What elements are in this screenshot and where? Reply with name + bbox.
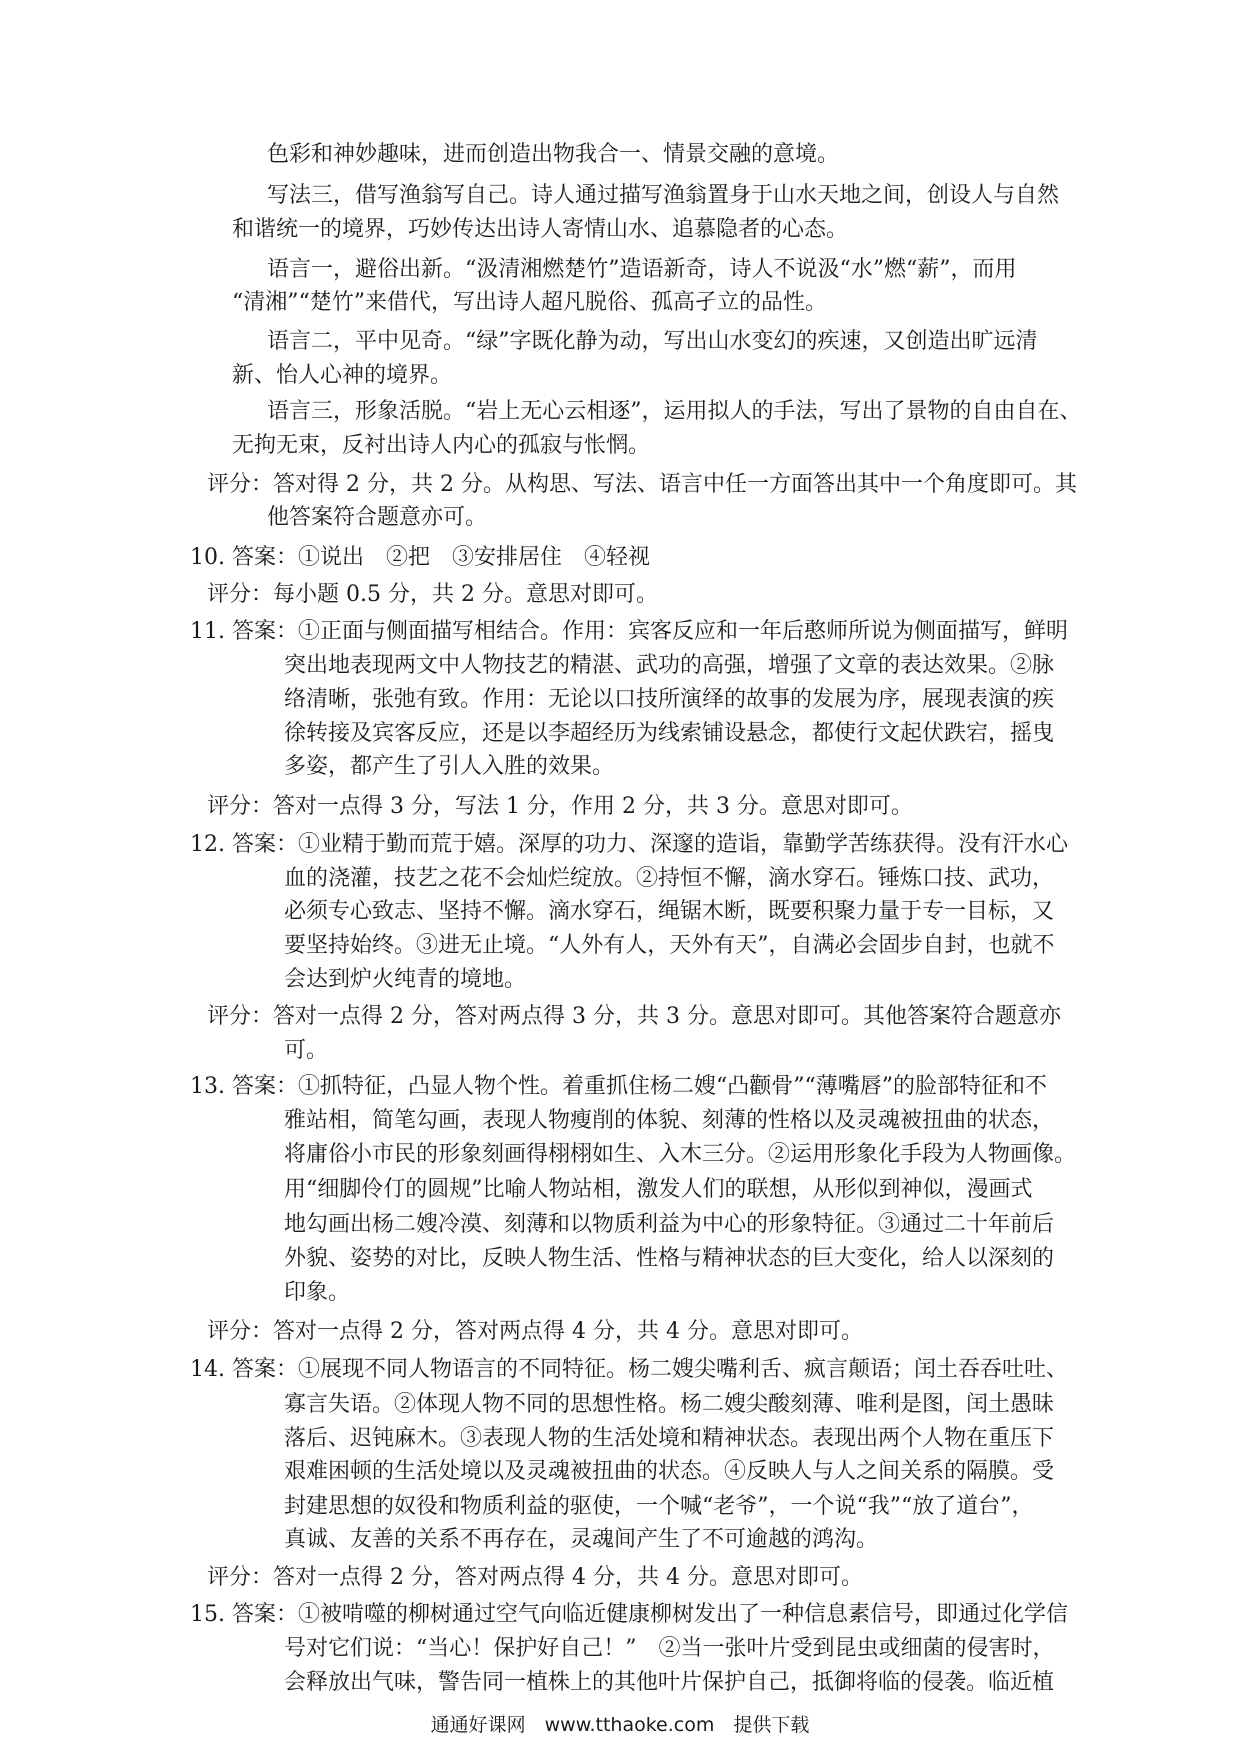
answer-11: 11. 答案：①正面与侧面描写相结合。作用：宾客反应和一年后憨师所说为侧面描写，鲜明 xyxy=(190,619,1068,644)
text-line: 语言三，形象活脱。“岩上无心云相逐”，运用拟人的手法，写出了景物的自由自在、 xyxy=(267,399,1082,424)
text-line: 会释放出气味，警告同一植株上的其他叶片保护自己，抵御将临的侵袭。临近植 xyxy=(284,1670,1055,1695)
grading-note: 评分：答对一点得 2 分，答对两点得 4 分，共 4 分。意思对即可。 xyxy=(207,1319,863,1344)
text-line: 色彩和神妙趣味，进而创造出物我合一、情景交融的意境。 xyxy=(267,142,840,167)
text-line: 必须专心致志、坚持不懈。滴水穿石，绳锯木断，既要积聚力量于专一目标，又 xyxy=(284,899,1055,924)
text-line: 语言二，平中见奇。“绿”字既化静为动，写出山水变幻的疾速，又创造出旷远清 xyxy=(267,329,1038,354)
page-footer: 通通好课网 www.tthaoke.com 提供下载 xyxy=(430,1714,810,1736)
grading-note: 评分：答对一点得 2 分，答对两点得 3 分，共 3 分。意思对即可。其他答案符合题意亦 xyxy=(207,1004,1061,1029)
text-line: 封建思想的奴役和物质利益的驱使，一个喊“老爷”，一个说“我”“放了道台”， xyxy=(284,1494,1034,1519)
text-line: 多姿，都产生了引人入胜的效果。 xyxy=(284,754,615,779)
grading-note: 评分：答对一点得 2 分，答对两点得 4 分，共 4 分。意思对即可。 xyxy=(207,1565,863,1590)
text-line: 可。 xyxy=(284,1038,329,1063)
text-line: 无拘无束，反衬出诗人内心的孤寂与怅惘。 xyxy=(232,433,651,458)
text-line: 他答案符合题意亦可。 xyxy=(267,505,488,530)
grading-note: 评分：答对一点得 3 分，写法 1 分，作用 2 分，共 3 分。意思对即可。 xyxy=(207,794,913,819)
text-line: 雅站相，简笔勾画，表现人物瘦削的体貌、刻薄的性格以及灵魂被扭曲的状态， xyxy=(284,1108,1055,1133)
answer-13: 13. 答案：①抓特征，凸显人物个性。着重抓住杨二嫂“凸颧骨”“薄嘴唇”的脸部特征和不 xyxy=(190,1074,1047,1099)
text-line: 会达到炉火纯青的境地。 xyxy=(284,967,527,992)
text-line: 印象。 xyxy=(284,1280,351,1305)
answer-14: 14. 答案：①展现不同人物语言的不同特征。杨二嫂尖嘴利舌、疯言颠语；闰土吞吞吐吐、 xyxy=(190,1357,1068,1382)
text-line: 艰难困顿的生活处境以及灵魂被扭曲的状态。④反映人与人之间关系的隔膜。受 xyxy=(284,1459,1055,1484)
text-line: 要坚持始终。③进无止境。“人外有人，天外有天”，自满必会固步自封，也就不 xyxy=(284,933,1055,958)
text-line: 落后、迟钝麻木。③表现人物的生活处境和精神状态。表现出两个人物在重压下 xyxy=(284,1426,1055,1451)
answer-15: 15. 答案：①被啃噬的柳树通过空气向临近健康柳树发出了一种信息素信号，即通过化学信 xyxy=(190,1602,1068,1627)
text-line: 突出地表现两文中人物技艺的精湛、武功的高强，增强了文章的表达效果。②脉 xyxy=(284,653,1055,678)
text-line: “清湘”“楚竹”来借代，写出诗人超凡脱俗、孤高孑立的品性。 xyxy=(232,290,827,315)
text-line: 语言一，避俗出新。“汲清湘燃楚竹”造语新奇，诗人不说汲“水”燃“薪”，而用 xyxy=(267,257,1017,282)
text-line: 血的浇灌，技艺之花不会灿烂绽放。②持恒不懈，滴水穿石。锤炼口技、武功， xyxy=(284,866,1055,891)
text-line: 用“细脚伶仃的圆规”比喻人物站相，激发人们的联想，从形似到神似，漫画式 xyxy=(284,1177,1033,1202)
text-line: 号对它们说：“当心！保护好自己！” ②当一张叶片受到昆虫或细菌的侵害时， xyxy=(284,1636,1055,1661)
text-line: 真诚、友善的关系不再存在，灵魂间产生了不可逾越的鸿沟。 xyxy=(284,1527,879,1552)
text-line: 将庸俗小市民的形象刻画得栩栩如生、入木三分。②运用形象化手段为人物画像。 xyxy=(284,1142,1077,1167)
text-line: 和谐统一的境界，巧妙传达出诗人寄情山水、追慕隐者的心态。 xyxy=(232,217,849,242)
answer-12: 12. 答案：①业精于勤而荒于嬉。深厚的功力、深邃的造诣，靠勤学苦练获得。没有汗水心 xyxy=(190,832,1068,857)
grading-note: 评分：答对得 2 分，共 2 分。从构思、写法、语言中任一方面答出其中一个角度即可。其 xyxy=(207,472,1077,497)
text-line: 新、怡人心神的境界。 xyxy=(232,363,453,388)
text-line: 外貌、姿势的对比，反映人物生活、性格与精神状态的巨大变化，给人以深刻的 xyxy=(284,1246,1055,1271)
text-line: 徐转接及宾客反应，还是以李超经历为线索铺设悬念，都使行文起伏跌宕，摇曳 xyxy=(284,721,1055,746)
text-line: 寡言失语。②体现人物不同的思想性格。杨二嫂尖酸刻薄、唯利是图，闰土愚昧 xyxy=(284,1392,1055,1417)
grading-note: 评分：每小题 0.5 分，共 2 分。意思对即可。 xyxy=(207,582,658,607)
text-line: 写法三，借写渔翁写自己。诗人通过描写渔翁置身于山水天地之间，创设人与自然 xyxy=(267,183,1060,208)
text-line: 地勾画出杨二嫂冷漠、刻薄和以物质利益为中心的形象特征。③通过二十年前后 xyxy=(284,1212,1055,1237)
text-line: 络清晰，张弛有致。作用：无论以口技所演绎的故事的发展为序，展现表演的疾 xyxy=(284,687,1055,712)
answer-10: 10. 答案：①说出 ②把 ③安排居住 ④轻视 xyxy=(190,545,650,570)
